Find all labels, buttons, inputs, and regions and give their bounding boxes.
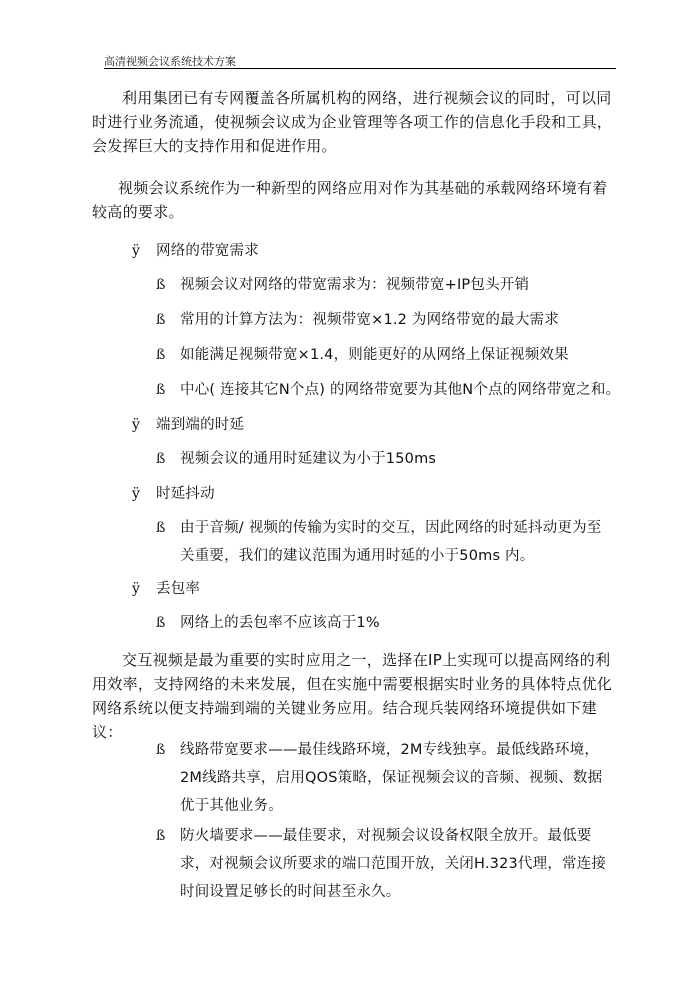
paragraph-intro: 利用集团已有专网覆盖各所属机构的网络，进行视频会议的同时，可以同时进行业务流通，使视频会议成为企业管理等各项工作的信息化手段和工具，会发挥巨大的支持作用和促进作用。 [92,89,613,155]
section-title: 丢包率 [156,581,201,597]
bullet-marker: ß [156,312,166,328]
list-item-text: 如能满足视频带宽×1.4，则能更好的从网络上保证视频效果 [180,347,569,363]
recommendation-text: 防火墙要求——最佳要求，对视频会议设备权限全放开。最低要求，对视频会议所要求的端口范围开放，关闭H.323代理，常连接时间设置足够长的时间甚至永久。 [180,828,607,900]
list-item-text: 视频会议对网络的带宽需求为：视频带宽+IP包头开销 [180,277,530,293]
recommendation-text: 线路带宽要求——最佳线路环境，2M专线独享。最低线路环境，2M线路共享，启用QOS策略，保证视频会议的音频、视频、数据优于其他业务。 [180,742,603,814]
bullet-marker: ß [156,382,166,398]
page-header [104,50,616,69]
bullet-marker: ÿ [132,486,141,502]
bullet-marker: ÿ [132,243,141,259]
bullet-marker: ß [156,347,166,363]
paragraph-interactive-video: 交互视频是最为重要的实时应用之一，选择在IP上实现可以提高网络的利用效率，支持网络的未来发展，但在实施中需要根据实时业务的具体特点优化网络系统以便支持端到端的关键业务应用。结合现兵装网络环境提供如下建议： [92,651,613,741]
section-title: 端到端的时延 [156,417,245,433]
section-title: 网络的带宽需求 [156,243,259,259]
bullet-marker: ß [156,451,166,467]
bullet-marker: ß [156,742,166,758]
paragraph-requirements: 视频会议系统作为一种新型的网络应用对作为其基础的承载网络环境有着较高的要求。 [92,179,608,221]
bullet-marker: ß [156,828,166,844]
list-item-text: 中心( 连接其它N个点) 的网络带宽要为其他N个点的网络带宽之和。 [180,382,621,398]
list-item-text: 由于音频/ 视频的传输为实时的交互，因此网络的时延抖动更为至关重要，我们的建议范围为通用时延的小于50ms 内。 [180,520,602,564]
section-title: 时延抖动 [156,486,215,502]
header-title: 高清视频会议系统技术方案 [104,55,236,68]
bullet-marker: ÿ [132,581,141,597]
bullet-marker: ß [156,615,166,631]
bullet-marker: ÿ [132,417,141,433]
list-item-text: 常用的计算方法为：视频带宽×1.2 为网络带宽的最大需求 [180,312,559,328]
list-item-text: 网络上的丢包率不应该高于1% [180,615,380,631]
bullet-marker: ß [156,277,166,293]
bullet-marker: ß [156,520,166,536]
list-item-text: 视频会议的通用时延建议为小于150ms [180,451,437,467]
